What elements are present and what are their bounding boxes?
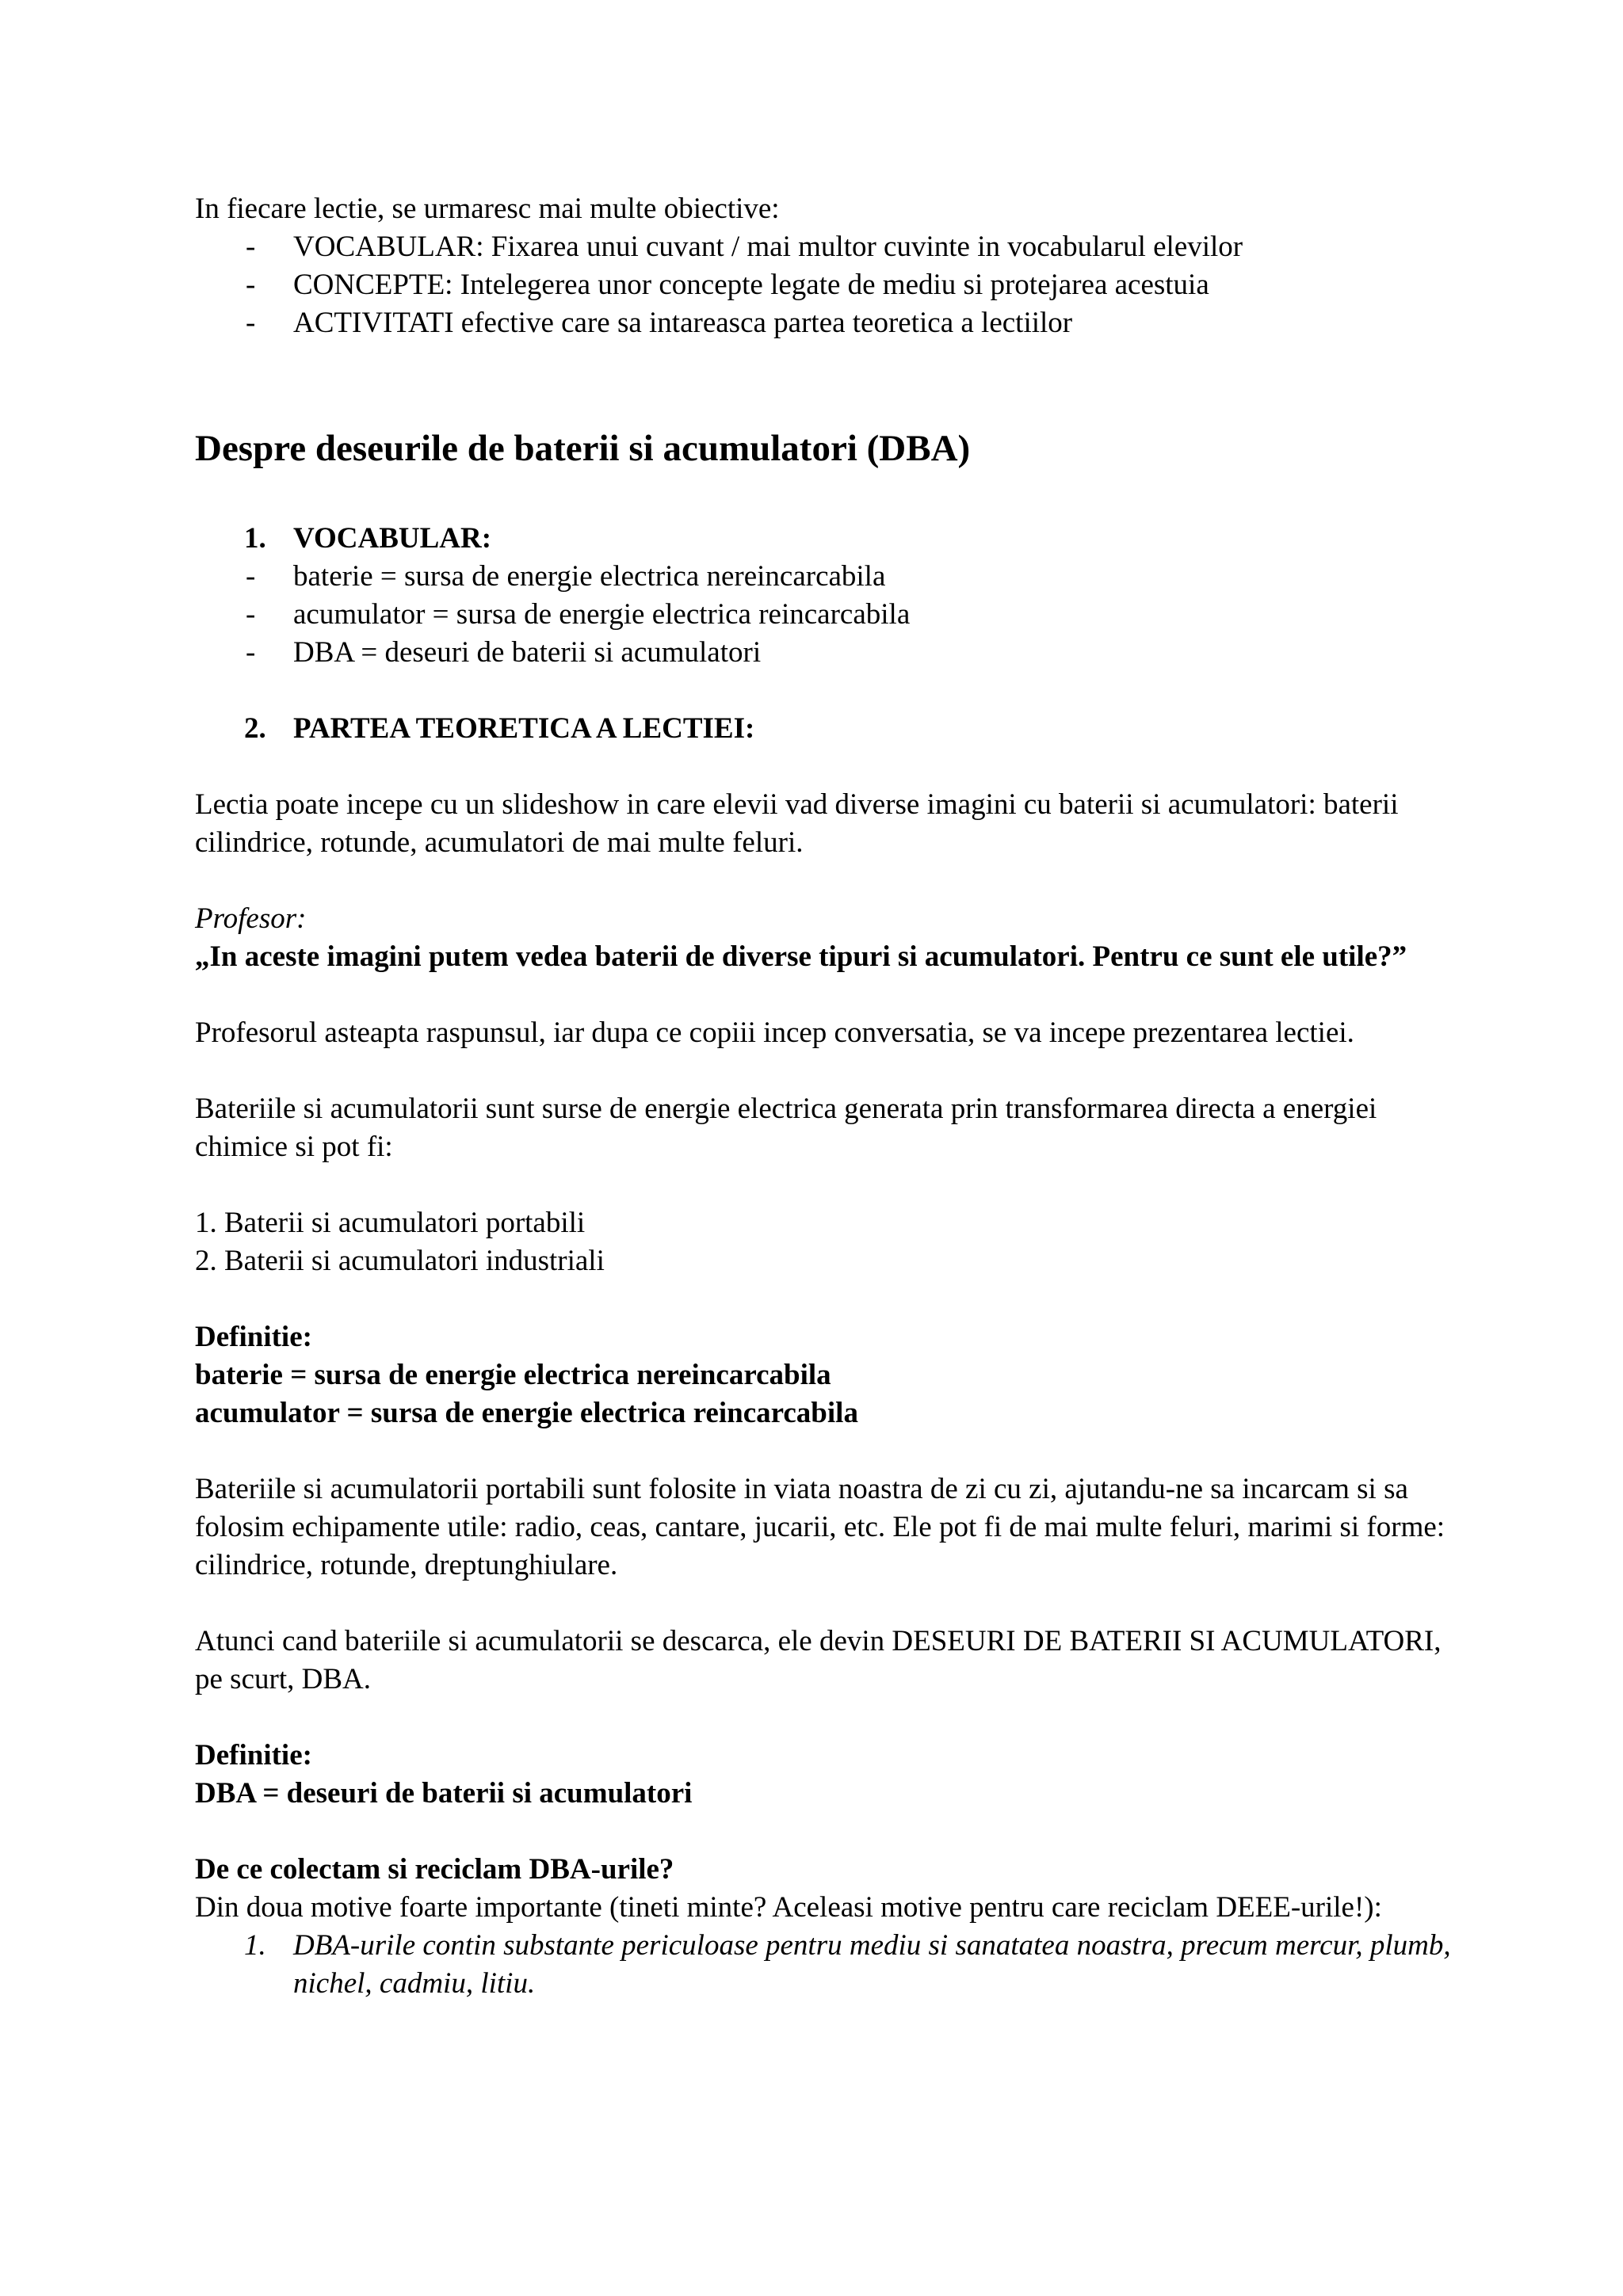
definition-1-baterie: baterie = sursa de energie electrica nereincarcabila: [195, 1359, 831, 1391]
objective-activitati: - ACTIVITATI efective care sa intareasca partea teoretica a lectiilor: [195, 304, 1455, 342]
objectives-list: [195, 228, 1455, 342]
paragraph-portable-use: Bateriile si acumulatorii portabili sunt folosite in viata noastra de zi cu zi, ajutandu-ne sa incarcam si sa folosim echipamente utile: radio, ceas, cantare, jucarii, etc. Ele pot fi de mai multe feluri, marimi si forme: cilindrice, rotunde, dreptunghiulare.: [195, 1473, 1445, 1581]
vocabulary-item-dba: - DBA = deseuri de baterii si acumulatori: [195, 634, 1455, 672]
vocabulary-list: [195, 558, 1455, 672]
vocabulary-item-baterie: - baterie = sursa de energie electrica nereincarcabila: [195, 558, 1455, 596]
definition-1-acumulator: acumulator = sursa de energie electrica reincarcabila: [195, 1397, 858, 1429]
theory-heading-text: PARTEA TEORETICA A LECTIEI:: [293, 712, 755, 745]
paragraph-response: Profesorul asteapta raspunsul, iar dupa ce copiii incep conversatia, se va incepe prezentarea lectiei.: [195, 1016, 1354, 1049]
why-recycle-text: Din doua motive foarte importante (tineti minte? Aceleasi motive pentru care reciclam DEEE-urile!):: [195, 1891, 1382, 1924]
definition-2-label: Definitie:: [195, 1739, 312, 1772]
reason-1-text: DBA-urile contin substante periculoase pentru mediu si sanatatea noastra, precum mercur, plumb, nichel, cadmiu, litiu.: [293, 1929, 1451, 2000]
type-industrial: 2. Baterii si acumulatori industriali: [195, 1245, 605, 1277]
reason-1-number: 1.: [244, 1929, 266, 1962]
vocabulary-number: 1.: [244, 522, 266, 555]
teacher-label: Profesor:: [195, 902, 307, 935]
definition-1-label: Definitie:: [195, 1321, 312, 1353]
section-title: Despre deseurile de baterii si acumulatori (DBA): [195, 428, 971, 469]
why-recycle-heading: De ce colectam si reciclam DBA-urile?: [195, 1853, 674, 1886]
paragraph-energy-sources: Bateriile si acumulatorii sunt surse de energie electrica generata prin transformarea directa a energiei chimice si pot fi:: [195, 1093, 1377, 1163]
paragraph-slideshow: Lectia poate incepe cu un slideshow in care elevii vad diverse imagini cu baterii si acumulatori: baterii cilindrice, rotunde, acumulatori de mai multe feluri.: [195, 788, 1399, 859]
objective-concepte: - CONCEPTE: Intelegerea unor concepte legate de mediu si protejarea acestuia: [195, 266, 1455, 304]
type-portable: 1. Baterii si acumulatori portabili: [195, 1207, 586, 1239]
teacher-quote: „In aceste imagini putem vedea baterii de diverse tipuri si acumulatori. Pentru ce sunt ele utile?”: [195, 940, 1407, 973]
document-page: [195, 190, 1455, 2003]
theory-number: 2.: [244, 712, 266, 745]
vocabulary-heading-text: VOCABULAR:: [293, 522, 492, 555]
theory-heading: [195, 710, 1455, 748]
intro-lead: In fiecare lectie, se urmaresc mai multe obiective:: [195, 193, 780, 225]
reason-1: [195, 1927, 1455, 2003]
definition-2-dba: DBA = deseuri de baterii si acumulatori: [195, 1777, 693, 1810]
objective-vocabular: - VOCABULAR: Fixarea unui cuvant / mai multor cuvinte in vocabularul elevilor: [195, 228, 1455, 266]
vocabulary-heading: [195, 520, 1455, 558]
paragraph-discharge: Atunci cand bateriile si acumulatorii se descarca, ele devin DESEURI DE BATERII SI ACUMULATORI, pe scurt, DBA.: [195, 1625, 1442, 1695]
vocabulary-item-acumulator: - acumulator = sursa de energie electrica reincarcabila: [195, 596, 1455, 634]
